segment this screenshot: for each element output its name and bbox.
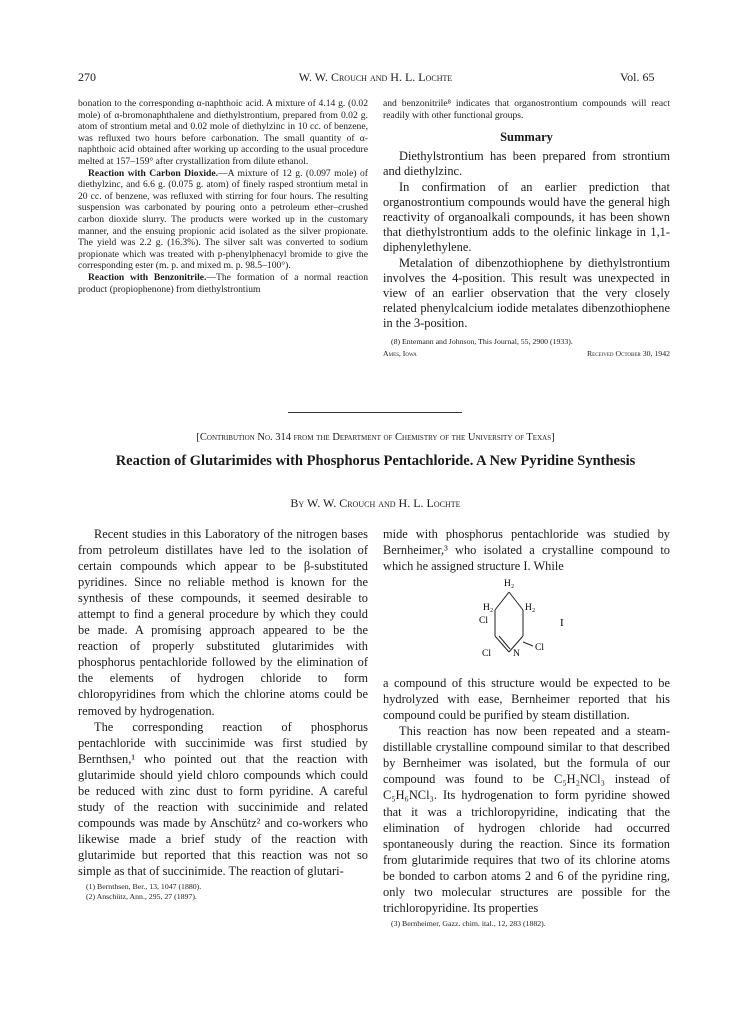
section-runin-heading: Reaction with Benzonitrile.	[88, 271, 207, 283]
paragraph: This reaction has now been repeated and a steam-distillable crystalline compound similar to that described by Bernheimer was isolated, but the formula of our compound was found to be C₅H₂NCl₃ instead of C₅H₆NCl₃. Its hydrogenation to form pyridine showed that it was a trichloropyridine, indicating that the elimination of hydrogen chloride had occurred spontaneously during the reaction. Since its formation from glutarimide requires that two of its chlorine atoms be bonded to carbon atoms 2 and 6 of the pyridine ring, only two molecular structures are possible for the trichloropyridine. Its properties	[383, 724, 670, 915]
footnote: (8) Entemann and Johnson, This Journal, 55, 2900 (1933).	[391, 336, 573, 346]
footnotes	[78, 882, 368, 902]
pyridine-ring-diagram	[383, 574, 670, 675]
paragraph-text: —A mixture of 12 g. (0.097 mole) of diethylzinc, and 6.6 g. (0.075 g. atom) of finely rasped strontium metal in 20 cc. of benzene, was refluxed with stirring for four hours. The resulting suspension was carbonated by pouring onto a petroleum ether–crushed carbon dioxide slurry. The products were worked up in the customary manner, and the ensuing propionic acid isolated as the silver propionate. The yield was 2.2 g. (16.3%). The silver salt was converted to sodium propionate which was treated with p-phenylphenacyl bromide to give the corresponding ester (m. p. and mixed m. p. 98.5–100°).	[78, 167, 368, 272]
chlorine-label: Cl	[535, 643, 544, 654]
contribution-line: [Contribution No. 314 from the Department of Chemistry of the University of Texas]	[196, 432, 555, 443]
paragraph	[78, 272, 368, 295]
left-body-column	[78, 526, 368, 902]
paragraph: mide with phosphorus pentachloride was studied by Bernheimer,³ who isolated a crystalline compound to which he assigned structure I. While	[383, 527, 670, 574]
structure-number: I	[560, 617, 564, 630]
footnote: (1) Bernthsen, Ber., 13, 1047 (1880).	[86, 882, 202, 892]
right-body-column	[383, 526, 670, 929]
paragraph	[78, 168, 368, 272]
paragraph: and benzonitrile⁸ indicates that organostrontium compounds will react readily with other functional groups.	[383, 98, 670, 121]
paragraph: Diethylstrontium has been prepared from strontium and diethylzinc.	[383, 149, 670, 179]
location: Ames, Iowa	[383, 348, 417, 358]
chlorine-label: Cl	[482, 649, 491, 660]
summary-heading: Summary	[500, 130, 553, 145]
hydrogen-label: H₂	[525, 603, 536, 614]
paragraph: Recent studies in this Laboratory of the nitrogen bases from petroleum distillates have led to the isolation of certain compounds which appear to be β-substituted pyridines. Since no reliable method is known for the synthesis of these compounds, it seemed desirable to attempt to find a general procedure by which they could be made. A promising approach appeared to be the reaction of properly substituted glutarimides with phosphorus pentachloride followed by the elimination of the elements of hydrogen chloride to form chloropyridines from which the chlorine atoms could be removed by hydrogenation.	[78, 527, 368, 718]
section-runin-heading: Reaction with Carbon Dioxide.	[88, 167, 219, 179]
hydrogen-label: H₂	[483, 603, 494, 614]
running-title: W. W. Crouch and H. L. Lochte	[298, 70, 453, 84]
paragraph: a compound of this structure would be expected to be hydrolyzed with ease, Bernheimer reported that his compound could be purified by steam distillation.	[383, 676, 670, 723]
paragraph: In confirmation of an earlier prediction that organostrontium compounds would have the general high reactivity of organoalkali compounds, it has been shown that diethylstrontium adds to the olefinic linkage in 1,1-diphenylethylene.	[383, 179, 670, 255]
chlorine-label: Cl	[479, 616, 488, 627]
chemical-structure	[383, 574, 670, 675]
volume-label: Vol. 65	[620, 70, 655, 84]
paragraph-text: —The formation of a normal reaction product (propiophenone) from diethylstrontium	[78, 271, 368, 295]
nitrogen-label: N	[513, 649, 520, 660]
top-right-column	[383, 98, 670, 361]
paragraph: The corresponding reaction of phosphorus pentachloride with succinimide was first studied by Bernthsen,¹ who pointed out that the reaction with glutarimide should yield chloro compounds which could be reduced with zinc dust to form pyridine. A careful study of the reaction with succinimide and related compounds was made by Anschütz² and co-workers who likewise made a brief study of the reaction with glutarimide but reported that this reaction was not so simple as that of succinimide. The reaction of glutari-	[78, 719, 368, 878]
top-left-column	[78, 98, 368, 295]
separator-rule	[288, 412, 462, 413]
byline: By W. W. Crouch and H. L. Lochte	[290, 496, 461, 510]
footnote: (2) Anschütz, Ann., 295, 27 (1897).	[86, 892, 197, 902]
hydrogen-label: H₂	[504, 579, 515, 590]
article-title: Reaction of Glutarimides with Phosphorus Pentachloride. A New Pyridine Synthesis	[115, 453, 636, 469]
page-number: 270	[78, 70, 96, 84]
received-date: Received October 30, 1942	[586, 348, 670, 358]
paragraph: Metalation of dibenzothiophene by diethylstrontium involves the 4-position. This result was unexpected in view of an earlier observation that the very closely related phenylcalcium iodide metalates dibenzothiophene in the 3-position.	[383, 255, 670, 331]
dateline	[383, 349, 670, 361]
paragraph: bonation to the corresponding α-naphthoic acid. A mixture of 4.14 g. (0.02 mole) of α-bromonaphthalene and diethylstrontium, prepared from 0.02 g. atom of strontium metal and 0.02 mole of diethylzinc in 10 cc. of benzene, was refluxed two hours before carbonation. The small quantity of α-naphthoic acid obtained after working up according to the usual procedure melted at 157–159° after crystallization from dilute ethanol.	[78, 98, 368, 167]
footnote: (3) Bernheimer, Gazz. chim. ital., 12, 283 (1882).	[391, 918, 546, 928]
